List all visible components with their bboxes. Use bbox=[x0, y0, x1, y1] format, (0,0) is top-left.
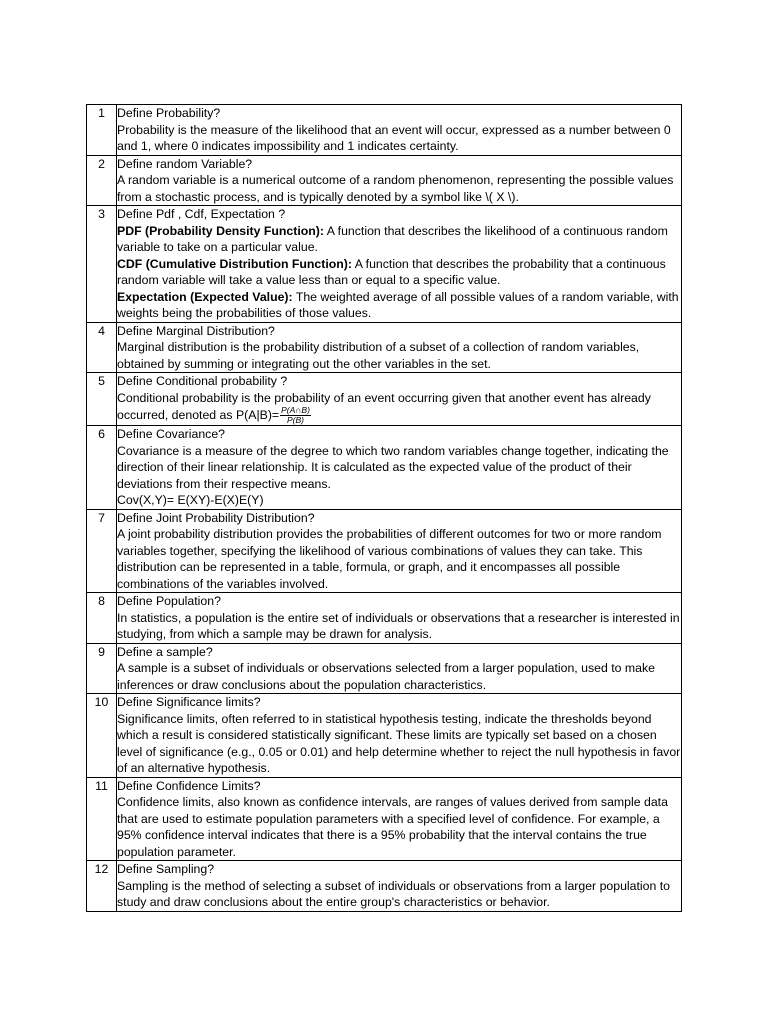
row-number: 3 bbox=[87, 206, 117, 323]
question-text: Define Covariance? bbox=[117, 427, 226, 441]
answer-prefix: Conditional probability is the probability of an event occurring given that another event has already occurred, denoted as P(A|B)= bbox=[117, 390, 651, 422]
question-text: Define a sample? bbox=[117, 644, 213, 659]
table-row bbox=[87, 373, 682, 426]
row-content bbox=[117, 509, 682, 593]
row-content bbox=[117, 777, 682, 861]
answer-text: In statistics, a population is the entire set of individuals or observations that a researcher is interested in studying, from which a sample may be drawn for analysis. bbox=[117, 610, 680, 641]
answer-text: A sample is a subset of individuals or observations selected from a larger population, used to make inferences or draw conclusions about the population characteristics. bbox=[117, 661, 655, 692]
row-content bbox=[117, 322, 682, 373]
row-content bbox=[117, 206, 682, 323]
row-content bbox=[117, 593, 682, 644]
question-text: Define Population? bbox=[117, 594, 221, 608]
pdf-text: A function that describes the likelihood of a continuous random variable to take on a particular value. bbox=[117, 223, 668, 254]
table-row bbox=[87, 155, 682, 206]
question-text: Define Joint Probability Distribution? bbox=[117, 510, 315, 525]
answer-text: Covariance is a measure of the degree to which two random variables change together, indicating the direction of their linear relationship. It is calculated as the expected value of the product of their deviations from their respective means. bbox=[117, 443, 669, 491]
answer-text: Probability is the measure of the likelihood that an event will occur, expressed as a number between 0 and 1, where 0 indicates impossibility and 1 indicates certainty. bbox=[117, 122, 671, 153]
cdf-text: A function that describes the probability that a continuous random variable will take a value less than or equal to a specific value. bbox=[117, 256, 666, 287]
expectation-definition bbox=[117, 289, 681, 322]
row-content bbox=[117, 426, 682, 510]
row-number: 2 bbox=[87, 155, 117, 206]
row-content bbox=[117, 643, 682, 694]
question-text: Define Pdf , Cdf, Expectation ? bbox=[117, 207, 286, 221]
table-row bbox=[87, 643, 682, 694]
table-row bbox=[87, 426, 682, 510]
cdf-definition bbox=[117, 256, 681, 289]
cdf-term: CDF (Cumulative Distribution Function): bbox=[117, 256, 352, 271]
table-row bbox=[87, 105, 682, 156]
answer-text: Sampling is the method of selecting a subset of individuals or observations from a larger population to study and draw conclusions about the entire group's characteristics or behavior. bbox=[117, 878, 670, 909]
row-number: 9 bbox=[87, 643, 117, 694]
row-number: 12 bbox=[87, 861, 117, 912]
question-text: Define random Variable? bbox=[117, 156, 253, 171]
row-content bbox=[117, 861, 682, 912]
qa-table bbox=[86, 104, 682, 912]
question-text: Define Probability? bbox=[117, 106, 221, 120]
answer-text: Confidence limits, also known as confidence intervals, are ranges of values derived from sample data that are used to estimate population parameters with a specified level of confidence. For example, a 95% confidence interval indicates that there is a 95% probability that the interval contains the true population parameter. bbox=[117, 795, 668, 859]
table-row bbox=[87, 694, 682, 778]
row-number: 10 bbox=[87, 694, 117, 778]
table-row bbox=[87, 861, 682, 912]
row-number: 6 bbox=[87, 426, 117, 510]
fraction bbox=[280, 406, 311, 425]
pdf-term: PDF (Probability Density Function): bbox=[117, 223, 324, 238]
answer-text: A joint probability distribution provides the probabilities of different outcomes for two or more random variables together, specifying the likelihood of various combinations of values they can take. This distribution can be represented in a table, formula, or graph, and it encompasses all possible combinations of the variables involved. bbox=[117, 527, 662, 591]
row-number: 5 bbox=[87, 373, 117, 426]
row-content bbox=[117, 373, 682, 426]
answer-text: Marginal distribution is the probability distribution of a subset of a collection of random variables, obtained by summing or integrating out the other variables in the set. bbox=[117, 340, 640, 371]
expectation-text: The weighted average of all possible values of a random variable, with weights being the probabilities of those values. bbox=[117, 289, 679, 320]
expectation-term: Expectation (Expected Value): bbox=[117, 289, 293, 304]
row-number: 11 bbox=[87, 777, 117, 861]
answer-text bbox=[117, 390, 681, 426]
question-text: Define Conditional probability ? bbox=[117, 374, 288, 388]
table-row bbox=[87, 206, 682, 323]
answer-text: A random variable is a numerical outcome of a random phenomenon, representing the possible values from a stochastic process, and is typically denoted by a symbol like \( X \). bbox=[117, 173, 674, 204]
pdf-definition bbox=[117, 223, 681, 256]
fraction-numerator: P(A∩B) bbox=[281, 405, 310, 415]
row-number: 7 bbox=[87, 509, 117, 593]
row-content bbox=[117, 155, 682, 206]
table-row bbox=[87, 322, 682, 373]
question-text: Define Significance limits? bbox=[117, 695, 261, 709]
covariance-formula: Cov(X,Y)= E(XY)-E(X)E(Y) bbox=[117, 493, 264, 507]
question-text: Define Confidence Limits? bbox=[117, 778, 261, 793]
fraction-denominator: P(B) bbox=[287, 415, 305, 425]
table-row bbox=[87, 777, 682, 861]
row-number: 4 bbox=[87, 322, 117, 373]
row-number: 1 bbox=[87, 105, 117, 156]
row-content bbox=[117, 105, 682, 156]
row-content bbox=[117, 694, 682, 778]
table-row bbox=[87, 509, 682, 593]
row-number: 8 bbox=[87, 593, 117, 644]
question-text: Define Sampling? bbox=[117, 862, 215, 876]
table-row bbox=[87, 593, 682, 644]
question-text: Define Marginal Distribution? bbox=[117, 323, 275, 338]
answer-text: Significance limits, often referred to in statistical hypothesis testing, indicate the thresholds beyond which a result is considered statistically significant. These limits are typically set based on a chosen level of significance (e.g., 0.05 or 0.01) and help determine whether to reject the null hypothesis in favor of an alternative hypothesis. bbox=[117, 711, 681, 775]
